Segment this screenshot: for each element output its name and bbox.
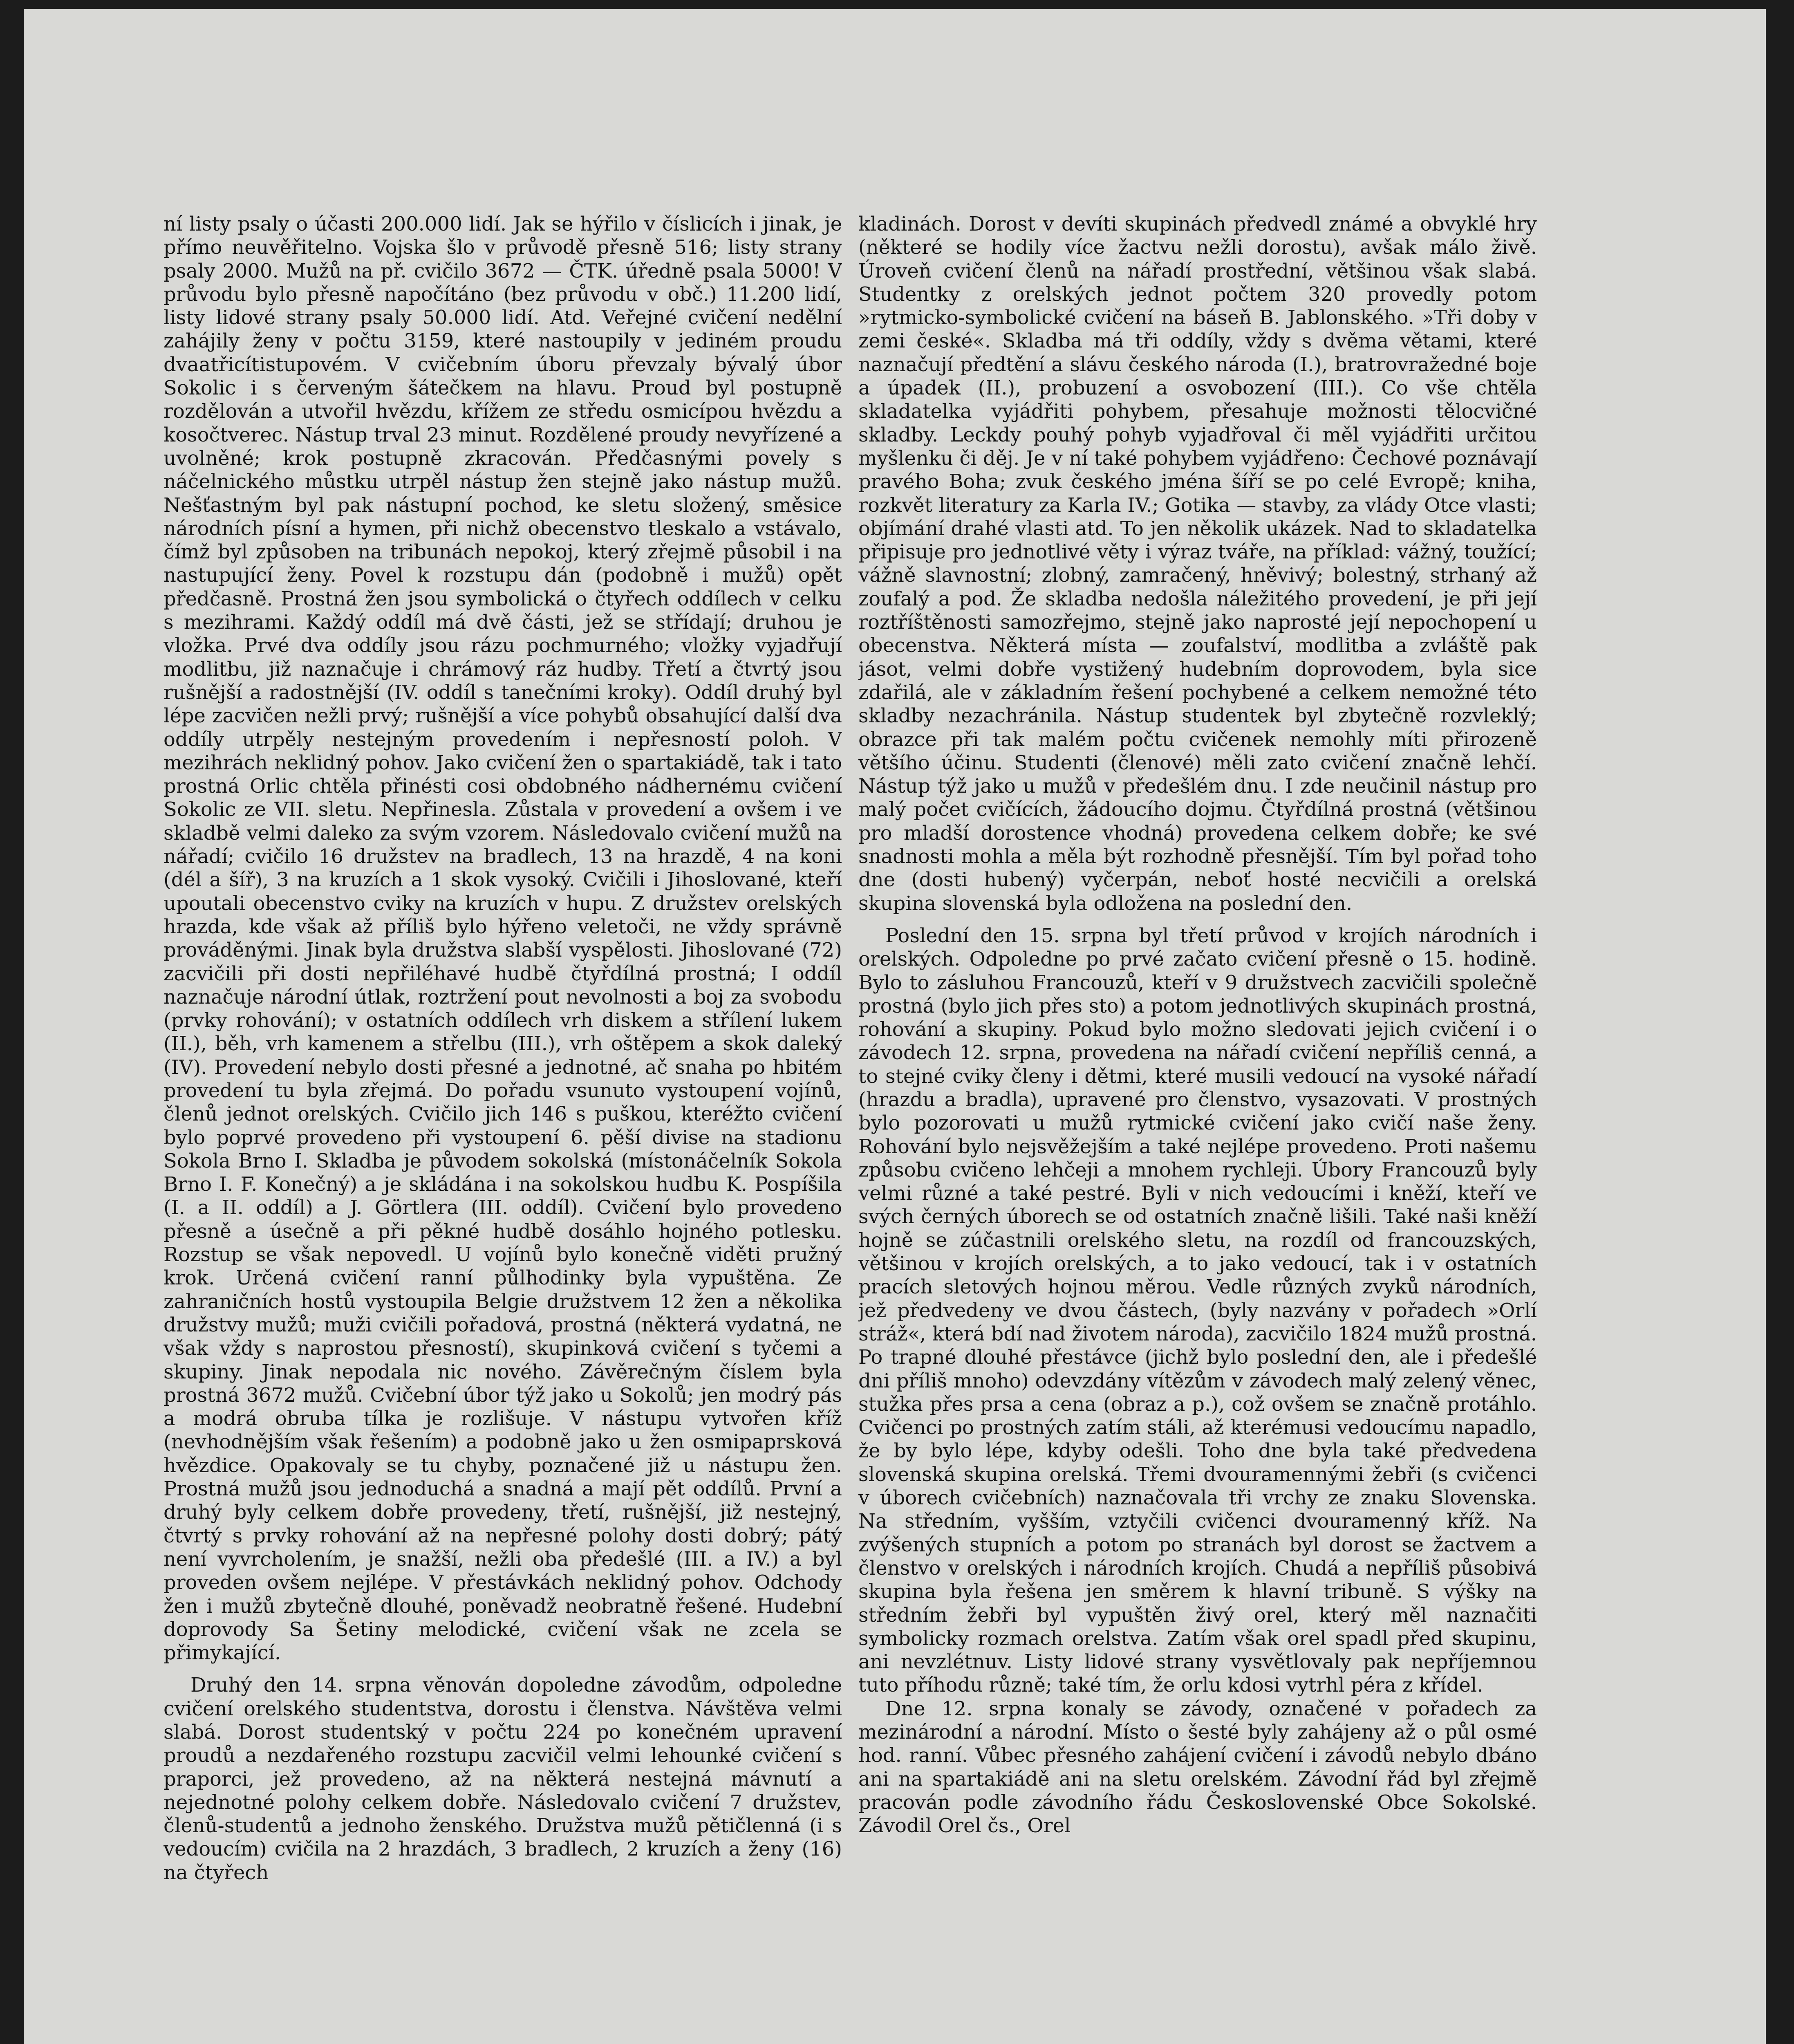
paragraph: Dne 12. srpna konaly se závody, označené v pořadech za mezinárodní a národní. Místo o šesté byly zahájeny až o půl osmé hod. ranní. Vůbec přesného zahájení cvičení i závodů nebylo dbáno ani na spartakiádě ani na sletu orelském. Závodní řád byl zřejmě pracován podle závodního řádu Československé Obce Sokolské. Závodil Orel čs., Orel — [858, 1697, 1537, 1838]
right-text-column — [858, 213, 1537, 2044]
left-text-column — [163, 213, 842, 2044]
paragraph: kladinách. Dorost v devíti skupinách předvedl známé a obvyklé hry (některé se hodily více žactvu nežli dorostu), avšak málo živě. Úroveň cvičení členů na nářadí prostřední, většinou však slabá. Studentky z orelských jednot počtem 320 provedly potom »rytmicko-symbolické cvičení na báseň B. Jablonského. »Tři doby v zemi české«. Skladba má tři oddíly, vždy s dvěma větami, které naznačují předtění a slávu českého národa (I.), bratrovražedné boje a úpadek (II.), probuzení a osvobození (III.). Co vše chtěla skladatelka vyjádřiti pohybem, přesahuje možnosti tělocvičné skladby. Leckdy pouhý pohyb vyjadřoval či měl vyjádřiti určitou myšlenku či děj. Je v ní také pohybem vyjádřeno: Čechové poznávají pravého Boha; zvuk českého jména šíří se po celé Evropě; kniha, rozkvět literatury za Karla IV.; Gotika — stavby, za vlády Otce vlasti; objímání drahé vlasti atd. To jen několik ukázek. Nad to skladatelka připisuje pro jednotlivé věty i výraz tváře, na příklad: vážný, toužící; vážně slavnostní; zlobný, zamračený, hněvivý; bolestný, strhaný až zoufalý a pod. Že skladba nedošla náležitého provedení, je při její roztříštěnosti samozřejmo, stejně jako naprosté její nepochopení u obecenstva. Některá místa — zoufalství, modlitba a zvláště pak jásot, velmi dobře vystižený hudebním doprovodem, byla sice zdařilá, ale v základním řešení pochybené a celkem nemožné této skladby nezachránila. Nástup studentek byl zbytečně rozvleklý; obrazce při tak malém počtu cvičenek nemohly míti přirozeně většího účinu. Studenti (členové) měli zato cvičení značně lehčí. Nástup týž jako u mužů v předešlém dnu. I zde neučinil nástup pro malý počet cvičících, žádoucího dojmu. Čtyřdílná prostná (většinou pro mladší dorostence vhodná) provedena celkem dobře; ke své snadnosti mohla a měla být rozhodně přesnější. Tím byl pořad toho dne (dosti hubený) vyčerpán, neboť hosté necvičili a orelská skupina slovenská byla odložena na poslední den. — [858, 213, 1537, 915]
scanned-page — [24, 9, 1766, 2044]
paragraph: Druhý den 14. srpna věnován dopoledne závodům, odpoledne cvičení orelského studentstva, dorostu i členstva. Návštěva velmi slabá. Dorost studentský v počtu 224 po konečném upravení proudů a nezdařeného rozstupu zacvičil velmi lehounké cvičení s praporci, jež provedeno, až na některá nestejná mávnutí a nejednotné polohy celkem dobře. Následovalo cvičení 7 družstev, členů-studentů a jednoho ženského. Družstva mužů pětičlenná (i s vedoucím) cvičila na 2 hrazdách, 3 bradlech, 2 kruzích a ženy (16) na čtyřech — [163, 1674, 842, 1884]
paragraph: ní listy psaly o účasti 200.000 lidí. Jak se hýřilo v číslicích i jinak, je přímo neuvěřitelno. Vojska šlo v průvodě přesně 516; listy strany psaly 2000. Mužů na př. cvičilo 3672 — ČTK. úředně psala 5000! V průvodu bylo přesně napočítáno (bez průvodu v obč.) 11.200 lidí, listy lidové strany psaly 50.000 lidí. Atd. Veřejné cvičení nedělní zahájily ženy v počtu 3159, které nastoupily v jediném proudu dvaatřicítistupovém. V cvičebním úboru převzaly bývalý úbor Sokolic i s červeným šátečkem na hlavu. Proud byl postupně rozdělován a utvořil hvězdu, křížem ze středu osmicípou hvězdu a kosočtverec. Nástup trval 23 minut. Rozdělené proudy nevyřízené a uvolněné; krok postupně zkracován. Předčasnými povely s náčelnického můstku utrpěl nástup žen stejně jako nástup mužů. Nešťastným byl pak nástupní pochod, ke sletu složený, směsice národních písní a hymen, při nichž obecenstvo tleskalo a vstávalo, čímž byl způsoben na tribunách nepokoj, který zřejmě působil i na nastupující ženy. Povel k rozstupu dán (podobně i mužů) opět předčasně. Prostná žen jsou symbolická o čtyřech oddílech v celku s mezihrami. Každý oddíl má dvě části, jež se střídají; druhou je vložka. Prvé dva oddíly jsou rázu pochmurného; vložky vyjadřují modlitbu, již naznačuje i chrámový ráz hudby. Třetí a čtvrtý jsou rušnější a radostnější (IV. oddíl s tanečními kroky). Oddíl druhý byl lépe zacvičen nežli prvý; rušnější a více pohybů obsahující další dva oddíly utrpěly nestejným provedením i nepřesností poloh. V mezihrách neklidný pohov. Jako cvičení žen o spartakiádě, tak i tato prostná Orlic chtěla přinésti cosi obdobného nádhernému cvičení Sokolic ze VII. sletu. Nepřinesla. Zůstala v provedení a ovšem i ve skladbě velmi daleko za svým vzorem. Následovalo cvičení mužů na nářadí; cvičilo 16 družstev na bradlech, 13 na hrazdě, 4 na koni (dél a šíř), 3 na kruzích a 1 skok vysoký. Cvičili i Jihoslované, kteří upoutali obecenstvo cviky na kruzích v hupu. Z družstev orelských hrazda, kde však až příliš bylo hýřeno veletoči, ne vždy správně prováděnými. Jinak byla družstva slabší vyspělosti. Jihoslované (72) zacvičili při dosti nepřiléhavé hudbě čtyřdílná prostná; I oddíl naznačuje národní útlak, roztržení pout nevolnosti a boj za svobodu (prvky rohování); v ostatních oddílech vrh diskem a střílení lukem (II.), běh, vrh kamenem a střelbu (III.), vrh oštěpem a skok daleký (IV). Provedení nebylo dosti přesné a jednotné, ač snaha po hbitém provedení tu byla zřejmá. Do pořadu vsunuto vystoupení vojínů, členů jednot orelských. Cvičilo jich 146 s puškou, kteréžto cvičení bylo poprvé provedeno při vystoupení 6. pěší divise na stadionu Sokola Brno I. Skladba je původem sokolská (místonáčelník Sokola Brno I. F. Konečný) a je skládána i na sokolskou hudbu K. Pospíšila (I. a II. oddíl) a J. Görtlera (III. oddíl). Cvičení bylo provedeno přesně a úsečně a při pěkné hudbě dosáhlo hojného potlesku. Rozstup se však nepovedl. U vojínů bylo konečně viděti pružný krok. Určená cvičení ranní půlhodinky byla vypuštěna. Ze zahraničních hostů vystoupila Belgie družstvem 12 žen a několika družstvy mužů; muži cvičili pořadová, prostná (některá vydatná, ne však vždy s naprostou přesností), skupinková cvičení s tyčemi a skupiny. Jinak nepodala nic nového. Závěrečným číslem byla prostná 3672 mužů. Cvičební úbor týž jako u Sokolů; jen modrý pás a modrá obruba tílka je rozlišuje. V nástupu vytvořen kříž (nevhodnějším však řešením) a podobně jako u žen osmipaprsková hvězdice. Opakovaly se tu chyby, poznačené již u nástupu žen. Prostná mužů jsou jednoduchá a snadná a mají pět oddílů. První a druhý byly celkem dobře provedeny, třetí, rušnější, již nestejný, čtvrtý s prvky rohování až na nepřesné polohy dosti dobrý; pátý není vyvrcholením, je snažší, nežli oba předešlé (III. a IV.) a byl proveden ovšem nejlépe. V přestávkách neklidný pohov. Odchody žen i mužů zbytečně dlouhé, poněvadž neobratně řešené. Hudební doprovody Sa Šetiny melodické, cvičení však ne zcela se přimykající. — [163, 213, 842, 1665]
paragraph: Poslední den 15. srpna byl třetí průvod v krojích národních i orelských. Odpoledne po prvé začato cvičení přesně o 15. hodině. Bylo to zásluhou Francouzů, kteří v 9 družstvech zacvičili společně prostná (bylo jich přes sto) a potom jednotlivých skupinách prostná, rohování a skupiny. Pokud bylo možno sledovati jejich cvičení i o závodech 12. srpna, provedena na nářadí cvičení nepříliš cenná, a to stejné cviky členy i dětmi, které musili vedoucí na vysoké nářadí (hrazdu a bradla), upravené pro členstvo, vysazovati. V prostných bylo pozorovati u mužů rytmické cvičení jako cvičí naše ženy. Rohování bylo nejsvěžejším a také nejlépe provedeno. Proti našemu způsobu cvičeno lehčeji a mnohem rychleji. Úbory Francouzů byly velmi různé a také pestré. Byli v nich vedoucími i kněží, kteří ve svých černých úborech se od ostatních značně lišili. Také naši kněží hojně se zúčastnili orelského sletu, na rozdíl od francouzských, většinou v krojích orelských, a to jako vedoucí, tak i v ostatních pracích sletových hojnou měrou. Vedle různých zvyků národních, jež předvedeny ve dvou částech, (byly nazvány v pořadech »Orlí stráž«, která bdí nad životem národa), zacvičilo 1824 mužů prostná. Po trapné dlouhé přestávce (jichž bylo poslední den, ale i předešlé dni příliš mnoho) odevzdány vítězům v závodech malý zelený věnec, stužka přes prsa a cena (obraz a p.), což ovšem se značně protáhlo. Cvičenci po prostných zatím stáli, až kterémusi vedoucímu napadlo, že by bylo lépe, kdyby odešli. Toho dne byla také předvedena slovenská skupina orelská. Třemi dvouramennými žebři (s cvičenci v úborech cvičebních) naznačovala tři vrchy ze znaku Slovenska. Na středním, vyšším, vztyčili cvičenci dvouramenný kříž. Na zvýšených stupních a potom po stranách byl dorost se žactvem a členstvo v orelských i národních krojích. Chudá a nepříliš působivá skupina byla řešena jen směrem k hlavní tribuně. S výšky na středním žebři byl vypuštěn živý orel, který měl naznačiti symbolicky rozmach orelstva. Zatím však orel spadl před skupinu, ani nevzlétnuv. Listy lidové strany vysvětlovaly pak nepříjemnou tuto příhodu různě; také tím, že orlu kdosi vytrhl péra z křídel. — [858, 924, 1537, 1697]
